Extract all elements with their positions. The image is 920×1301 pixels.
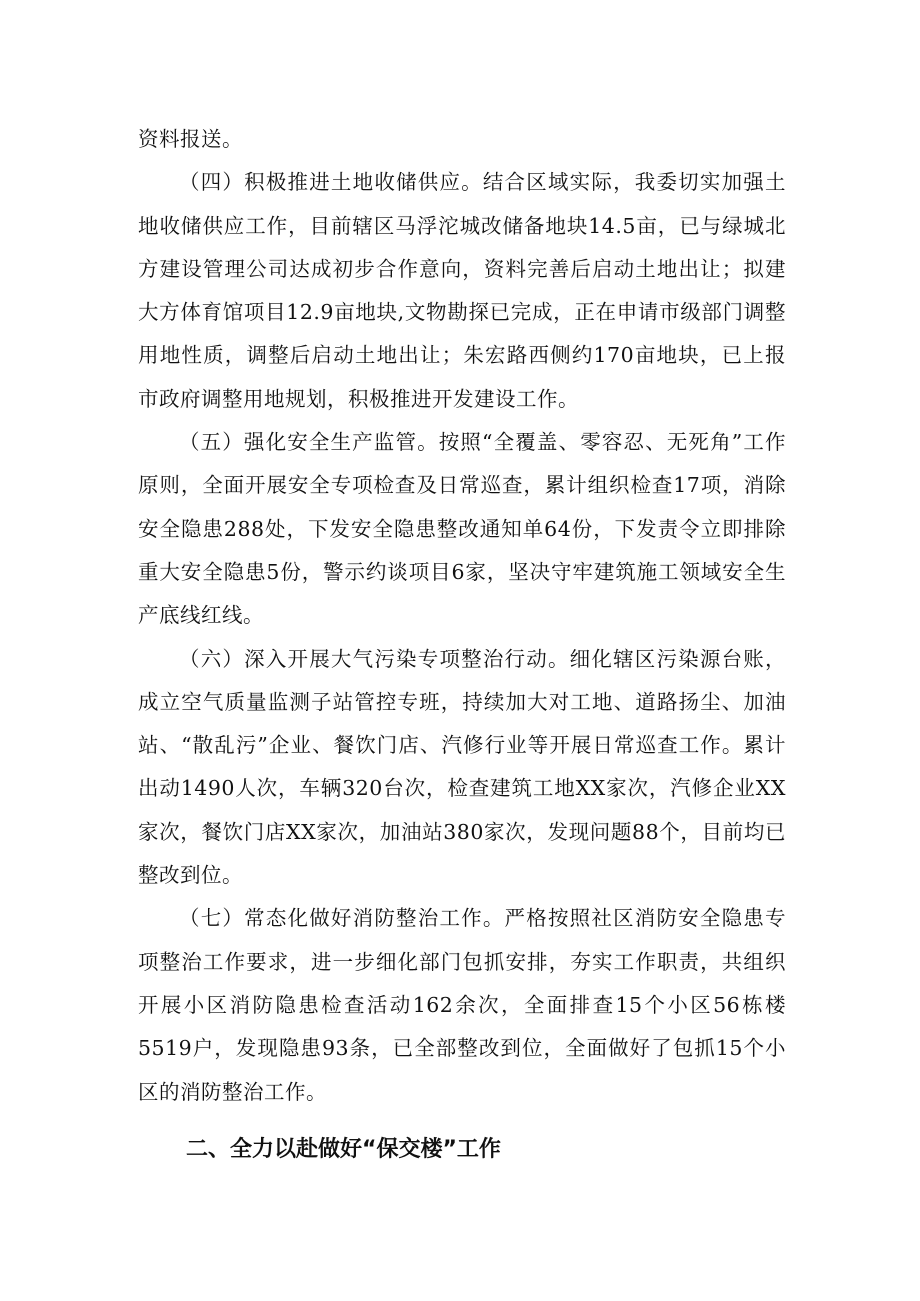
paragraph-fire-safety: （七）常态化做好消防整治工作。严格按照社区消防安全隐患专项整治工作要求，进一步细化部门包抓安排，夯实工作职责，共组织开展小区消防隐患检查活动162余次，全面排查15个小区56栋楼5519户，发现隐患93条，已全部整改到位，全面做好了包抓15个小区的消防整治工作。	[138, 906, 786, 1104]
paragraph-air-pollution: （六）深入开展大气污染专项整治行动。细化辖区污染源台账，成立空气质量监测子站管控专班，持续加大对工地、道路扬尘、加油站、“散乱污”企业、餐饮门店、汽修行业等开展日常巡查工作。累计出动1490人次，车辆320台次，检查建筑工地XX家次，汽修企业XX家次，餐饮门店XX家次，加油站380家次，发现问题88个，目前均已整改到位。	[138, 646, 786, 888]
section-heading: 二、全力以赴做好“保交楼”工作	[186, 1137, 501, 1162]
paragraph-continuation: 资料报送。	[138, 127, 243, 151]
paragraph-safety-supervision: （五）强化安全生产监管。按照“全覆盖、零容忍、无死角”工作原则，全面开展安全专项检查及日常巡查，累计组织检查17项，消除安全隐患288处，下发安全隐患整改通知单64份，下发责令立即排除重大安全隐患5份，警示约谈项目6家，坚决守牢建筑施工领域安全生产底线红线。	[138, 430, 786, 628]
document-body	[138, 118, 786, 1114]
paragraph-land-reserve: （四）积极推进土地收储供应。结合区域实际，我委切实加强土地收储供应工作，目前辖区马浮沱城改储备地块14.5亩，已与绿城北方建设管理公司达成初步合作意向，资料完善后启动土地出让；拟建大方体育馆项目12.9亩地块,文物勘探已完成，正在申请市级部门调整用地性质，调整后启动土地出让；朱宏路西侧约170亩地块，已上报市政府调整用地规划，积极推进开发建设工作。	[138, 170, 786, 411]
